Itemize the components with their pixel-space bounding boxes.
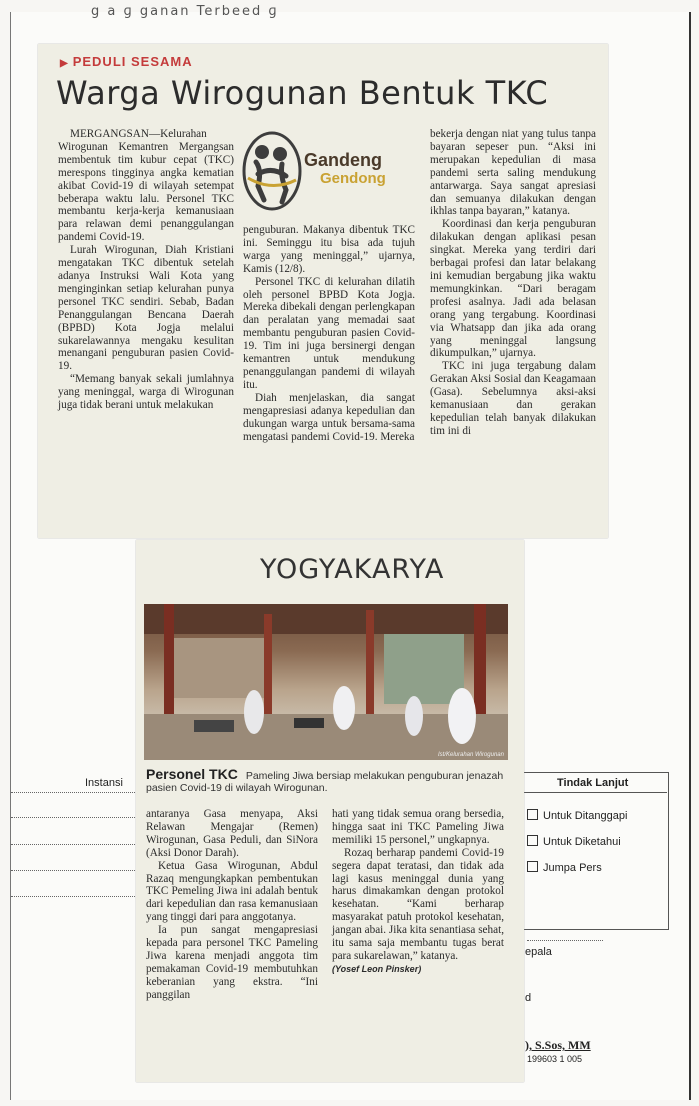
- handwritten-scribble: g a ɡ ganan Terbeed ɡ: [91, 4, 279, 19]
- logo-line-2: Gendong: [320, 170, 386, 187]
- caption-text: Pameling Jiwa bersiap melakukan penguburan jenazah pasien Covid-19 di wilayah Wirogunan.: [146, 770, 504, 794]
- news-photo: [144, 604, 508, 760]
- option-diketahui[interactable]: Untuk Diketahui: [527, 835, 621, 848]
- section-kicker: ▶ PEDULI SESAMA: [60, 54, 193, 69]
- form-rule: [11, 792, 141, 793]
- checkbox-icon[interactable]: [527, 835, 538, 846]
- byline: (Yosef Leon Pinsker): [332, 963, 422, 974]
- form-rule: [527, 940, 603, 941]
- tindak-lanjut-label: Tindak Lanjut: [557, 777, 629, 789]
- headline: Warga Wirogunan Bentuk TKC: [56, 74, 549, 112]
- form-rule: [11, 844, 141, 845]
- photo-credit: Ist/Kelurahan Wirogunan: [438, 752, 504, 758]
- option-jumpa-pers[interactable]: Jumpa Pers: [527, 861, 602, 874]
- news-clipping-top: [38, 44, 608, 538]
- photo-illustration: [144, 604, 508, 760]
- article-column-1: MERGANGSAN—Kelurahan Wirogunan Kemantren Mergangsan membentuk tim kubur cepat (TKC) merespons tingginya angka kematian akibat Covid-19 di wilayah setempat beberapa waktu lalu. Personel TKC membantu kerja-kerja kemanusiaan para relawan demi penanggulangan pandemi Covid-19. Lurah Wirogunan, Diah Kristiani mengatakan TKC dibentuk setelah adanya Instruksi Wali Kota yang menginginkan setiap kelurahan punya personel TKC sendiri. Sebab, Badan Penanggulangan Bencana Daerah (BPBD) Kota Jogja melalui sukarelawannya mengaku kesulitan menangani penguburan pasien Covid-19. “Memang banyak sekali jumlahnya yang meninggal, warga di Wirogunan juga tidak berani untuk melakukan: [58, 128, 234, 412]
- signatory-name: ), S.Sos, MM: [525, 1038, 591, 1052]
- triangle-icon: ▶: [60, 58, 69, 69]
- mascot-icon: [242, 130, 302, 212]
- kepala-label: epala: [525, 946, 552, 958]
- photo-caption: [146, 768, 508, 794]
- article-column-5: hati yang tidak semua orang bersedia, hingga saat ini TKC Pameling Jiwa memiliki 15 personel,” ungkapnya. Rozaq berharap pandemi Covid-19 segera dapat teratasi, dan tidak ada lagi kasus meninggal dunia yang harus dimakamkan dengan protokol kesehatan. “Kami berharap masyarakat patuh protokol kesehatan, jangan abai. Jika kita senantiasa sehat, itu sama saja membantu tugas berat para sukarelawan,” katanya. (Yosef Leon Pinsker): [332, 808, 504, 974]
- tindak-lanjut-box: [521, 772, 669, 930]
- form-rule: [521, 792, 667, 793]
- logo-line-1: Gandeng: [304, 150, 383, 170]
- option-ditanggapi[interactable]: Untuk Ditanggapi: [527, 809, 627, 822]
- instansi-label: Instansi: [85, 777, 123, 789]
- signatory-nip: 199603 1 005: [527, 1054, 583, 1064]
- form-rule: [11, 870, 141, 871]
- form-rule: [11, 817, 141, 818]
- gandeng-gendong-logo: [242, 130, 412, 212]
- article-column-4: antaranya Gasa menyapa, Aksi Relawan Mengajar (Remen) Wirogunan, Gasa Peduli, dan SiNora (Aksi Donor Darah). Ketua Gasa Wirogunan, Abdul Razaq mengungkapkan pembentukan TKC Pemeling Jiwa ini adalah bentuk dari kepedulian dan rasa kemanusiaan yang tinggi dari para anggotanya. Ia pun sangat mengapresiasi kepada para personel TKC Pameling Jiwa karena menjadi anggota tim pemakaman Covid-19 membutuhkan keberanian yang ekstra. “Ini panggilan: [146, 808, 318, 1001]
- form-rule: [11, 896, 141, 897]
- checkbox-icon[interactable]: [527, 861, 538, 872]
- caption-title: Personel TKC: [146, 766, 238, 782]
- brand-logo: YOGYAKARYA: [260, 554, 445, 585]
- d-label: d: [525, 992, 532, 1004]
- checkbox-icon[interactable]: [527, 809, 538, 820]
- news-clipping-bottom: [136, 540, 524, 1082]
- article-column-2: penguburan. Makanya dibentuk TKC ini. Seminggu itu bisa ada tujuh warga yang meninggal,” ujarnya, Kamis (12/8). Personel TKC di kelurahan dilatih oleh personel BPBD Kota Jogja. Mereka dibekali dengan perlengkapan dan peralatan yang memadai saat membantu penguburan pasien Covid-19. Tim ini juga bersinergi dengan kemantren untuk mendukung penanggulangan pandemi di wilayah itu. Diah menjelaskan, dia sangat mengapresiasi adanya kepedulian dan dukungan warga untuk bersama-sama mengatasi pandemi Covid-19. Mereka: [243, 224, 415, 443]
- article-column-3: bekerja dengan niat yang tulus tanpa bayaran sepeser pun. “Aksi ini merupakan kepedulian di masa pandemi serta saling mendukung antarwarga. Saya sangat apresiasi dan semuanya dilakukan dengan ikhlas tanpa bayaran,” katanya. Koordinasi dan kerja penguburan dilakukan dengan aplikasi pesan singkat. Mereka yang terdiri dari berbagai profesi dan latar belakang ini kemudian bergabung jika waktu memungkinkan. “Dari beragam profesi asalnya. Jadi ada belasan orang yang tergabung. Koordinasi via Whatsapp dan jika ada orang yang meninggal langsung dikumpulkan,” ujarnya. TKC ini juga tergabung dalam Gerakan Aksi Sosial dan Keagamaan (Gasa). Sebelumnya aksi-aksi kemanusiaan dan gerakan kepedulian telah banyak dilakukan tim ini di: [430, 128, 596, 437]
